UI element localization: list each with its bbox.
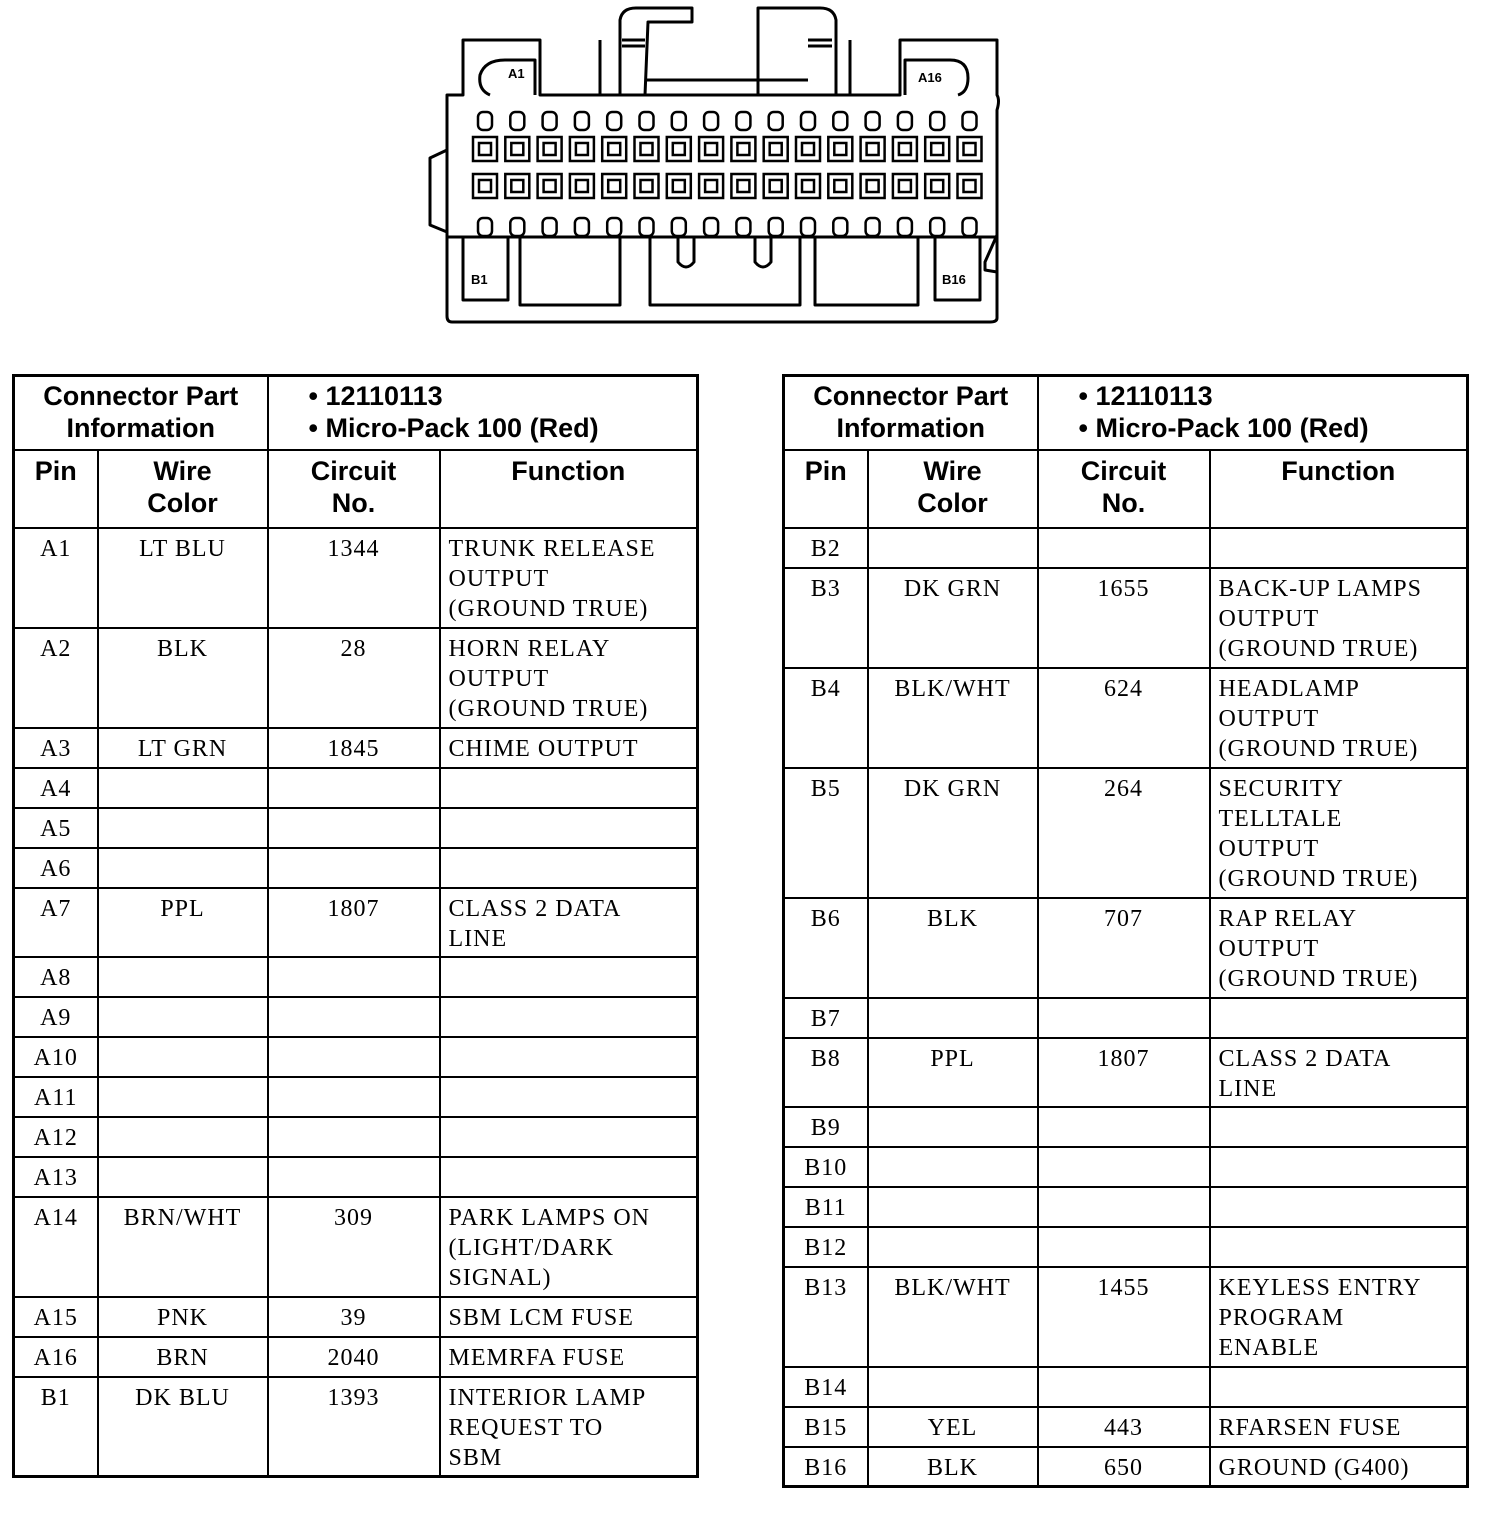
circuit-cell bbox=[1038, 998, 1210, 1038]
pin-slot bbox=[672, 218, 686, 236]
pin-cavity bbox=[635, 174, 659, 198]
pin-cell: A1 bbox=[14, 528, 98, 628]
pin-slot bbox=[543, 112, 557, 130]
wire-color-cell: BRN bbox=[98, 1337, 268, 1377]
pin-row bbox=[14, 997, 698, 1037]
function-cell: SBM LCM FUSE bbox=[440, 1297, 698, 1337]
circuit-cell: 2040 bbox=[268, 1337, 440, 1377]
function-cell bbox=[440, 997, 698, 1037]
pin-cell: A5 bbox=[14, 808, 98, 848]
pin-slot bbox=[575, 218, 589, 236]
pin-terminal bbox=[737, 143, 749, 155]
pin-row bbox=[14, 1297, 698, 1337]
connector-table-right bbox=[782, 374, 1469, 1488]
pin-slot bbox=[930, 218, 944, 236]
pin-row bbox=[14, 1077, 698, 1117]
wire-color-cell: PNK bbox=[98, 1297, 268, 1337]
pin-slot bbox=[607, 218, 621, 236]
pin-cell: B6 bbox=[784, 898, 868, 998]
function-cell bbox=[1210, 1107, 1468, 1147]
pin-slot bbox=[640, 112, 654, 130]
part-number: • 12110113 bbox=[309, 380, 697, 412]
pin-cell: A4 bbox=[14, 768, 98, 808]
wire-color-cell: BLK/WHT bbox=[868, 1267, 1038, 1367]
circuit-cell bbox=[1038, 1107, 1210, 1147]
pin-cavity bbox=[861, 174, 885, 198]
connector-type: • Micro-Pack 100 (Red) bbox=[309, 412, 697, 444]
pin-cell: B8 bbox=[784, 1038, 868, 1107]
pin-slot bbox=[640, 218, 654, 236]
function-cell: GROUND (G400) bbox=[1210, 1447, 1468, 1487]
pin-row bbox=[784, 1367, 1468, 1407]
pin-cavity bbox=[893, 174, 917, 198]
circuit-cell: 264 bbox=[1038, 768, 1210, 898]
pin-row bbox=[14, 768, 698, 808]
pin-row bbox=[784, 1107, 1468, 1147]
pin-cavity bbox=[861, 137, 885, 161]
pin-terminal bbox=[705, 180, 717, 192]
pin-slot bbox=[963, 112, 977, 130]
function-cell bbox=[1210, 1187, 1468, 1227]
pin-row bbox=[14, 528, 698, 628]
pin-terminal bbox=[608, 180, 620, 192]
circuit-cell: 1845 bbox=[268, 728, 440, 768]
pin-row bbox=[784, 898, 1468, 998]
label-a1: A1 bbox=[508, 66, 525, 81]
pin-cavity bbox=[570, 174, 594, 198]
function-cell: PARK LAMPS ON (LIGHT/DARK SIGNAL) bbox=[440, 1197, 698, 1297]
function-cell bbox=[440, 1077, 698, 1117]
pin-row bbox=[784, 1407, 1468, 1447]
pin-terminal bbox=[770, 143, 782, 155]
pin-cavity bbox=[699, 174, 723, 198]
pin-cavity bbox=[731, 137, 755, 161]
wire-color-cell: BLK/WHT bbox=[868, 668, 1038, 768]
connector-type: • Micro-Pack 100 (Red) bbox=[1079, 412, 1467, 444]
pin-terminal bbox=[964, 143, 976, 155]
wire-color-cell bbox=[98, 1157, 268, 1197]
pin-row bbox=[784, 998, 1468, 1038]
pin-cavity bbox=[925, 174, 949, 198]
pin-slot bbox=[543, 218, 557, 236]
pin-terminal bbox=[544, 180, 556, 192]
pin-terminal bbox=[511, 180, 523, 192]
wire-color-cell: YEL bbox=[868, 1407, 1038, 1447]
connector-info-value bbox=[1038, 376, 1468, 450]
pin-terminal bbox=[544, 143, 556, 155]
pin-slot bbox=[898, 112, 912, 130]
label-b1: B1 bbox=[471, 272, 488, 287]
pin-cavity bbox=[828, 174, 852, 198]
circuit-cell bbox=[268, 1117, 440, 1157]
connector-face-diagram bbox=[420, 0, 1020, 330]
pin-slot bbox=[478, 218, 492, 236]
pin-row bbox=[784, 1227, 1468, 1267]
wire-color-cell bbox=[98, 957, 268, 997]
pin-row bbox=[14, 1157, 698, 1197]
pin-slot bbox=[898, 218, 912, 236]
wire-color-cell: BLK bbox=[868, 1447, 1038, 1487]
pin-cavity bbox=[505, 174, 529, 198]
circuit-cell bbox=[268, 808, 440, 848]
pin-cell: A14 bbox=[14, 1197, 98, 1297]
pin-cavity bbox=[764, 174, 788, 198]
label-a16: A16 bbox=[918, 70, 942, 85]
pin-terminal bbox=[899, 143, 911, 155]
circuit-cell bbox=[268, 768, 440, 808]
pin-cavity bbox=[473, 137, 497, 161]
wire-color-cell bbox=[868, 1147, 1038, 1187]
wire-color-cell: PPL bbox=[98, 888, 268, 957]
function-cell bbox=[1210, 1147, 1468, 1187]
pin-row bbox=[784, 768, 1468, 898]
pin-terminal bbox=[673, 180, 685, 192]
function-cell: INTERIOR LAMP REQUEST TO SBM bbox=[440, 1377, 698, 1477]
function-cell: RAP RELAY OUTPUT (GROUND TRUE) bbox=[1210, 898, 1468, 998]
pin-terminal bbox=[964, 180, 976, 192]
pin-cavity bbox=[925, 137, 949, 161]
connector-info-label: Connector Part Information bbox=[14, 376, 268, 450]
circuit-cell: 1807 bbox=[268, 888, 440, 957]
circuit-cell: 1393 bbox=[268, 1377, 440, 1477]
pin-slot bbox=[833, 112, 847, 130]
pin-terminal bbox=[479, 143, 491, 155]
pin-slot bbox=[866, 218, 880, 236]
circuit-cell: 309 bbox=[268, 1197, 440, 1297]
wire-color-cell bbox=[868, 1107, 1038, 1147]
pin-slot bbox=[736, 218, 750, 236]
pin-slot bbox=[672, 112, 686, 130]
pin-row bbox=[14, 1377, 698, 1477]
pin-slot bbox=[736, 112, 750, 130]
wire-color-cell bbox=[98, 1037, 268, 1077]
wire-color-cell: BLK bbox=[98, 628, 268, 728]
circuit-cell: 1455 bbox=[1038, 1267, 1210, 1367]
wire-color-cell bbox=[98, 848, 268, 888]
pin-cell: A3 bbox=[14, 728, 98, 768]
pin-cell: A2 bbox=[14, 628, 98, 728]
circuit-cell bbox=[268, 1037, 440, 1077]
function-cell: RFARSEN FUSE bbox=[1210, 1407, 1468, 1447]
pin-cavity bbox=[473, 174, 497, 198]
header-function: Function bbox=[1210, 450, 1468, 528]
function-cell: CLASS 2 DATA LINE bbox=[1210, 1038, 1468, 1107]
pin-cell: A13 bbox=[14, 1157, 98, 1197]
function-cell bbox=[440, 848, 698, 888]
circuit-cell: 39 bbox=[268, 1297, 440, 1337]
pin-cell: A10 bbox=[14, 1037, 98, 1077]
function-cell bbox=[1210, 528, 1468, 568]
circuit-cell bbox=[268, 1077, 440, 1117]
pin-cavity bbox=[796, 137, 820, 161]
function-cell bbox=[440, 808, 698, 848]
wire-color-cell: DK BLU bbox=[98, 1377, 268, 1477]
pin-cell: A7 bbox=[14, 888, 98, 957]
pin-row bbox=[784, 528, 1468, 568]
function-cell bbox=[1210, 1227, 1468, 1267]
pin-row bbox=[14, 1117, 698, 1157]
wire-color-cell bbox=[868, 528, 1038, 568]
pin-terminal bbox=[737, 180, 749, 192]
pin-cell: B1 bbox=[14, 1377, 98, 1477]
pin-slot bbox=[930, 112, 944, 130]
circuit-cell bbox=[268, 957, 440, 997]
function-cell: CHIME OUTPUT bbox=[440, 728, 698, 768]
pin-terminal bbox=[834, 143, 846, 155]
pin-slot bbox=[866, 112, 880, 130]
pin-cell: B9 bbox=[784, 1107, 868, 1147]
pin-row bbox=[14, 728, 698, 768]
circuit-cell bbox=[1038, 1367, 1210, 1407]
header-function: Function bbox=[440, 450, 698, 528]
pin-slot bbox=[801, 112, 815, 130]
pin-cavity bbox=[731, 174, 755, 198]
circuit-cell: 624 bbox=[1038, 668, 1210, 768]
header-circuit-no: Circuit No. bbox=[268, 450, 440, 528]
pin-terminal bbox=[576, 180, 588, 192]
pin-cell: B12 bbox=[784, 1227, 868, 1267]
pin-terminal bbox=[479, 180, 491, 192]
pin-cavity bbox=[764, 137, 788, 161]
wire-color-cell bbox=[98, 768, 268, 808]
circuit-cell bbox=[268, 848, 440, 888]
pin-cell: B13 bbox=[784, 1267, 868, 1367]
function-cell bbox=[1210, 1367, 1468, 1407]
pin-terminal bbox=[673, 143, 685, 155]
circuit-cell bbox=[1038, 1187, 1210, 1227]
wire-color-cell bbox=[868, 1227, 1038, 1267]
pin-cavity bbox=[602, 174, 626, 198]
circuit-cell bbox=[1038, 1147, 1210, 1187]
function-cell bbox=[440, 768, 698, 808]
circuit-cell: 1344 bbox=[268, 528, 440, 628]
pin-cell: B16 bbox=[784, 1447, 868, 1487]
pin-cell: B7 bbox=[784, 998, 868, 1038]
pin-cavity bbox=[893, 137, 917, 161]
function-cell: KEYLESS ENTRY PROGRAM ENABLE bbox=[1210, 1267, 1468, 1367]
pin-cell: B2 bbox=[784, 528, 868, 568]
circuit-cell: 443 bbox=[1038, 1407, 1210, 1447]
pin-cavity bbox=[699, 137, 723, 161]
pin-row bbox=[14, 1197, 698, 1297]
pin-row bbox=[14, 848, 698, 888]
circuit-cell: 1807 bbox=[1038, 1038, 1210, 1107]
pin-slot bbox=[963, 218, 977, 236]
wire-color-cell: LT BLU bbox=[98, 528, 268, 628]
pin-terminal bbox=[576, 143, 588, 155]
connector-table-left bbox=[12, 374, 699, 1478]
pin-slot bbox=[769, 218, 783, 236]
pin-terminal bbox=[641, 143, 653, 155]
pin-slot bbox=[769, 112, 783, 130]
pin-terminal bbox=[867, 180, 879, 192]
function-cell bbox=[440, 957, 698, 997]
function-cell: MEMRFA FUSE bbox=[440, 1337, 698, 1377]
pin-terminal bbox=[802, 143, 814, 155]
pin-slot bbox=[801, 218, 815, 236]
circuit-cell: 1655 bbox=[1038, 568, 1210, 668]
pin-terminal bbox=[511, 143, 523, 155]
circuit-cell bbox=[268, 997, 440, 1037]
pin-row bbox=[784, 1447, 1468, 1487]
function-cell bbox=[440, 1117, 698, 1157]
pin-cell: A11 bbox=[14, 1077, 98, 1117]
pin-cavity bbox=[538, 174, 562, 198]
function-cell bbox=[440, 1157, 698, 1197]
wire-color-cell: PPL bbox=[868, 1038, 1038, 1107]
pin-slot bbox=[833, 218, 847, 236]
header-wire-color: Wire Color bbox=[98, 450, 268, 528]
function-cell: HORN RELAY OUTPUT (GROUND TRUE) bbox=[440, 628, 698, 728]
pin-row bbox=[14, 808, 698, 848]
connector-info-row bbox=[14, 376, 698, 450]
label-b16: B16 bbox=[942, 272, 966, 287]
pin-row bbox=[784, 1267, 1468, 1367]
pin-terminal bbox=[867, 143, 879, 155]
pin-terminal bbox=[802, 180, 814, 192]
pin-cell: B4 bbox=[784, 668, 868, 768]
pin-cell: B15 bbox=[784, 1407, 868, 1447]
wire-color-cell: BLK bbox=[868, 898, 1038, 998]
circuit-cell: 28 bbox=[268, 628, 440, 728]
header-wire-color: Wire Color bbox=[868, 450, 1038, 528]
pin-row bbox=[784, 1187, 1468, 1227]
column-header-row bbox=[14, 450, 698, 528]
circuit-cell bbox=[268, 1157, 440, 1197]
pin-cavity bbox=[602, 137, 626, 161]
pin-cavity bbox=[570, 137, 594, 161]
connector-info-row bbox=[784, 376, 1468, 450]
circuit-cell: 650 bbox=[1038, 1447, 1210, 1487]
pin-terminal bbox=[770, 180, 782, 192]
function-cell: TRUNK RELEASE OUTPUT (GROUND TRUE) bbox=[440, 528, 698, 628]
pin-terminal bbox=[705, 143, 717, 155]
pin-cell: A6 bbox=[14, 848, 98, 888]
wire-color-cell bbox=[98, 808, 268, 848]
pin-cavity bbox=[796, 174, 820, 198]
pin-cell: A16 bbox=[14, 1337, 98, 1377]
pin-row bbox=[784, 568, 1468, 668]
wire-color-cell bbox=[98, 1077, 268, 1117]
pin-terminal bbox=[608, 143, 620, 155]
header-pin: Pin bbox=[14, 450, 98, 528]
column-header-row bbox=[784, 450, 1468, 528]
connector-info-label: Connector Part Information bbox=[784, 376, 1038, 450]
function-cell: CLASS 2 DATA LINE bbox=[440, 888, 698, 957]
pin-cell: A9 bbox=[14, 997, 98, 1037]
pin-terminal bbox=[899, 180, 911, 192]
circuit-cell: 707 bbox=[1038, 898, 1210, 998]
pin-cell: A8 bbox=[14, 957, 98, 997]
pin-terminal bbox=[931, 180, 943, 192]
wire-color-cell bbox=[868, 1367, 1038, 1407]
wire-color-cell: BRN/WHT bbox=[98, 1197, 268, 1297]
pin-row bbox=[784, 668, 1468, 768]
pin-slot bbox=[575, 112, 589, 130]
connector-info-value bbox=[268, 376, 698, 450]
wire-color-cell: LT GRN bbox=[98, 728, 268, 768]
wire-color-cell: DK GRN bbox=[868, 768, 1038, 898]
pin-slot bbox=[704, 218, 718, 236]
pin-slot bbox=[607, 112, 621, 130]
pin-cavity bbox=[635, 137, 659, 161]
wire-color-cell: DK GRN bbox=[868, 568, 1038, 668]
pin-row bbox=[14, 628, 698, 728]
pin-row bbox=[14, 957, 698, 997]
pin-cavity bbox=[667, 174, 691, 198]
function-cell bbox=[440, 1037, 698, 1077]
header-pin: Pin bbox=[784, 450, 868, 528]
part-number: • 12110113 bbox=[1079, 380, 1467, 412]
circuit-cell bbox=[1038, 528, 1210, 568]
pin-row bbox=[784, 1147, 1468, 1187]
pin-cavity bbox=[505, 137, 529, 161]
pin-cell: B14 bbox=[784, 1367, 868, 1407]
pin-cell: A15 bbox=[14, 1297, 98, 1337]
pin-row bbox=[14, 1337, 698, 1377]
pin-slot bbox=[510, 112, 524, 130]
pin-cavity bbox=[538, 137, 562, 161]
pin-row bbox=[14, 1037, 698, 1077]
function-cell bbox=[1210, 998, 1468, 1038]
pin-cavity bbox=[667, 137, 691, 161]
pin-slot bbox=[510, 218, 524, 236]
function-cell: BACK-UP LAMPS OUTPUT (GROUND TRUE) bbox=[1210, 568, 1468, 668]
wire-color-cell bbox=[868, 998, 1038, 1038]
wire-color-cell bbox=[98, 1117, 268, 1157]
pin-slot bbox=[478, 112, 492, 130]
pin-cell: B11 bbox=[784, 1187, 868, 1227]
pin-terminal bbox=[834, 180, 846, 192]
pin-row bbox=[784, 1038, 1468, 1107]
pin-terminal bbox=[931, 143, 943, 155]
function-cell: SECURITY TELLTALE OUTPUT (GROUND TRUE) bbox=[1210, 768, 1468, 898]
pin-cavity bbox=[828, 137, 852, 161]
function-cell: HEADLAMP OUTPUT (GROUND TRUE) bbox=[1210, 668, 1468, 768]
pin-cavity bbox=[958, 174, 982, 198]
pin-cell: B5 bbox=[784, 768, 868, 898]
header-circuit-no: Circuit No. bbox=[1038, 450, 1210, 528]
pin-cell: A12 bbox=[14, 1117, 98, 1157]
pin-cavity bbox=[958, 137, 982, 161]
pin-terminal bbox=[641, 180, 653, 192]
wire-color-cell bbox=[98, 997, 268, 1037]
pin-row bbox=[14, 888, 698, 957]
pin-cell: B10 bbox=[784, 1147, 868, 1187]
pin-cell: B3 bbox=[784, 568, 868, 668]
circuit-cell bbox=[1038, 1227, 1210, 1267]
wire-color-cell bbox=[868, 1187, 1038, 1227]
pin-slot bbox=[704, 112, 718, 130]
